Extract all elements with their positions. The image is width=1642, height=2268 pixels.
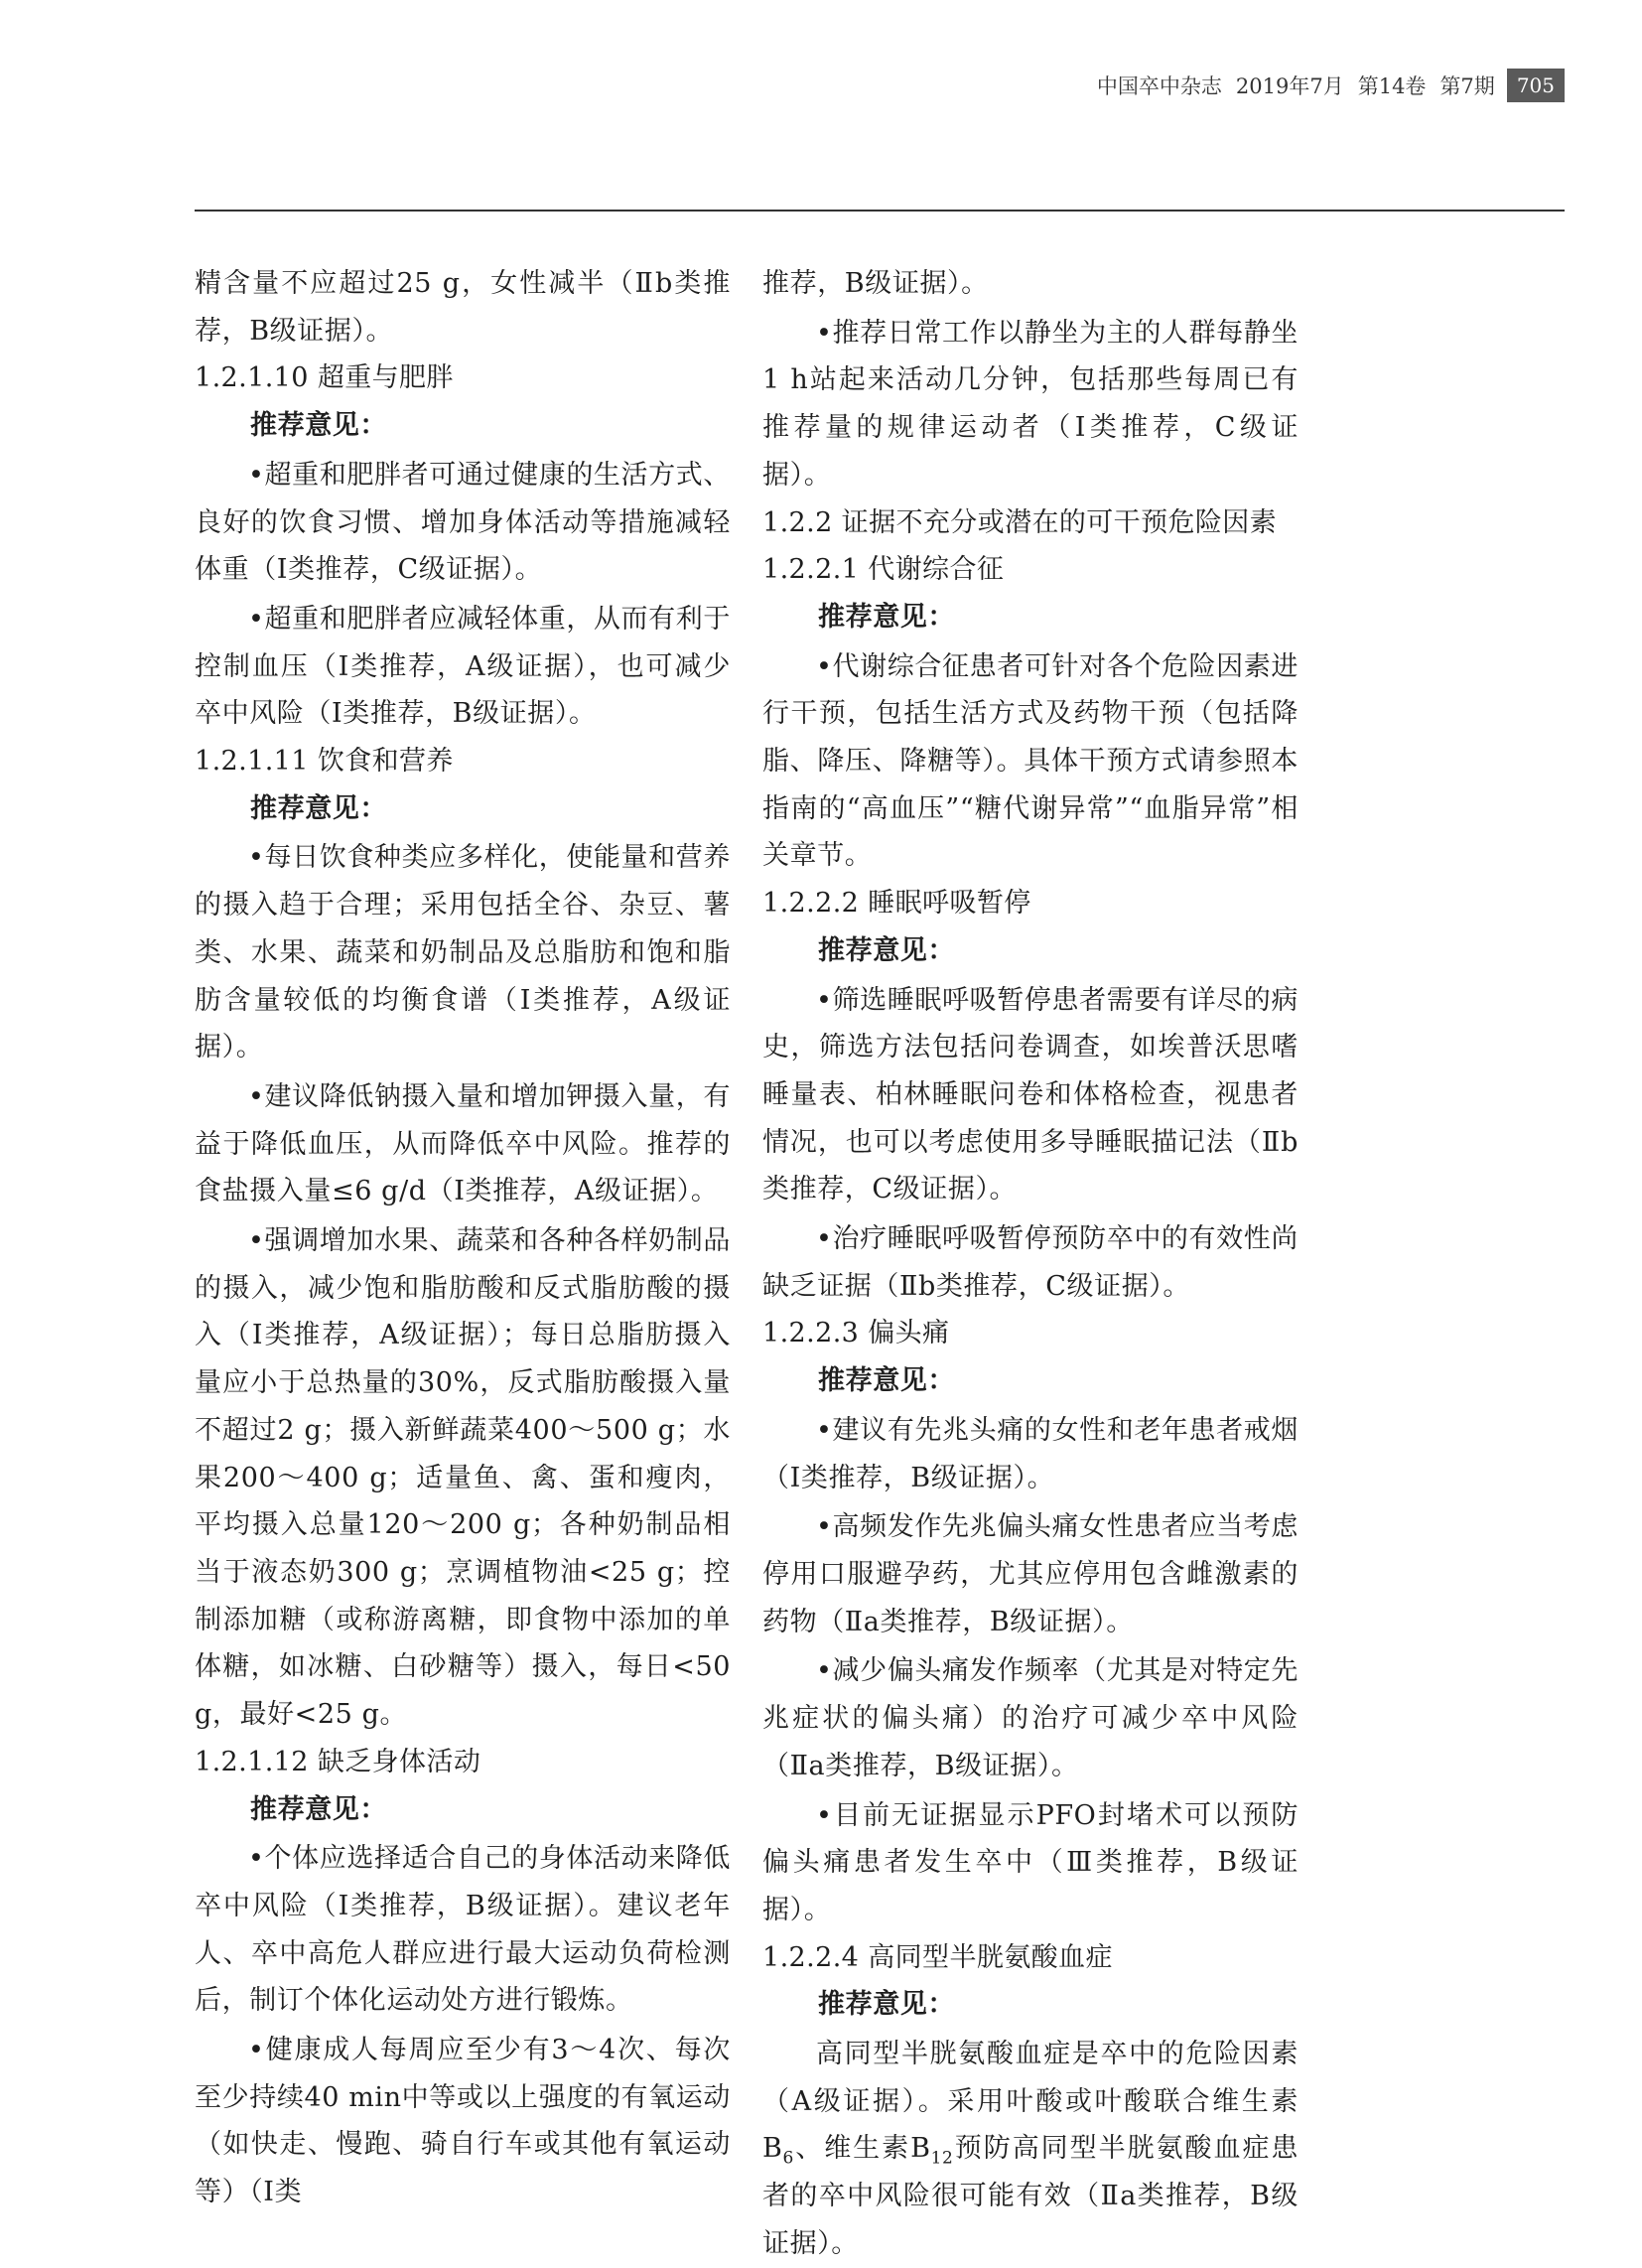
section-heading: 1.2.2.1 代谢综合征 (762, 554, 1005, 586)
issue-number: 第7期 (1439, 74, 1495, 98)
continued-text: 推荐，B级证据）。 (762, 268, 989, 299)
paragraph: •健康成人每周应至少有3～4次、每次至少持续40 min中等或以上强度的有氧运动（如快走、慢跑、骑自行车或其他有氧运动等）（Ⅰ类 (195, 2035, 731, 2208)
page-number: 705 (1507, 69, 1565, 102)
paragraph: •强调增加水果、蔬菜和各种各样奶制品的摄入，减少饱和脂肪酸和反式脂肪酸的摄入（Ⅰ类推荐，A级证据）；每日总脂肪摄入量应小于总热量的30%，反式脂肪酸摄入量不超过2 g；摄入新鲜蔬菜400～500 g；水果200～400 g；适量鱼、禽、蛋和瘦肉，平均摄入总量120～200 g；各种奶制品相当于液态奶300 g；烹调植物油<25 g；控制添加糖（或称游离糖，即食物中添加的单体糖，如冰糖、白砂糖等）摄入，每日<50 g，最好<25 g。 (195, 1225, 731, 1731)
section-heading: 1.2.1.11 饮食和营养 (195, 746, 454, 778)
running-header (1083, 68, 1565, 103)
section-heading: 1.2.2.3 偏头痛 (762, 1318, 950, 1349)
subscript: 12 (930, 2148, 954, 2169)
paragraph: •减少偏头痛发作频率（尤其是对特定先兆症状的偏头痛）的治疗可减少卒中风险（Ⅱa类推荐，B级证据）。 (762, 1655, 1299, 1781)
right-column (762, 260, 1299, 2268)
section-heading: 1.2.2 证据不充分或潜在的可干预危险因素 (762, 506, 1278, 538)
continued-text: 精含量不应超过25 g，女性减半（Ⅱb类推荐，B级证据）。 (195, 268, 731, 347)
left-column (195, 260, 731, 2216)
subscript: 6 (782, 2148, 794, 2169)
issue-date: 2019年7月 (1235, 74, 1344, 98)
text-run: 预防高同型半胱氨酸血症患者的卒中风险很可能有效（Ⅱa类推荐，B级证据）。 (762, 2133, 1300, 2259)
recommendation-label: 推荐意见： (250, 410, 387, 442)
paragraph: •超重和肥胖者可通过健康的生活方式、良好的饮食习惯、增加身体活动等措施减轻体重（Ⅰ类推荐，C级证据）。 (195, 459, 731, 586)
paragraph: •筛选睡眠呼吸暂停患者需要有详尽的病史，筛选方法包括问卷调查，如埃普沃思嗜睡量表、柏林睡眠问卷和体格检查，视患者情况，也可以考虑使用多导睡眠描记法（Ⅱb类推荐，C级证据）。 (762, 984, 1299, 1205)
recommendation-label: 推荐意见： (818, 601, 955, 633)
section-heading: 1.2.1.12 缺乏身体活动 (195, 1746, 481, 1777)
paragraph (762, 2031, 1299, 2268)
recommendation-label: 推荐意见： (818, 934, 955, 966)
recommendation-label: 推荐意见： (818, 1365, 955, 1397)
journal-name: 中国卒中杂志 (1096, 74, 1222, 98)
recommendation-label: 推荐意见： (250, 1793, 387, 1825)
paragraph: •每日饮食种类应多样化，使能量和营养的摄入趋于合理；采用包括全谷、杂豆、薯类、水果、蔬菜和奶制品及总脂肪和饱和脂肪含量较低的均衡食谱（Ⅰ类推荐，A级证据）。 (195, 842, 731, 1063)
volume-number: 第14卷 (1357, 74, 1427, 98)
text-run: 高同型半胱氨酸血症是卒中的危险因素（A级证据）。采用叶酸或叶酸联合维生素B (762, 2039, 1299, 2165)
recommendation-label: 推荐意见： (818, 1989, 955, 2021)
text-run: 、维生素B (793, 2133, 931, 2165)
recommendation-label: 推荐意见： (250, 792, 387, 824)
paragraph: •高频发作先兆偏头痛女性患者应当考虑停用口服避孕药，尤其应停用包含雌激素的药物（Ⅱa类推荐，B级证据）。 (762, 1511, 1299, 1637)
paragraph: •推荐日常工作以静坐为主的人群每静坐1 h站起来活动几分钟，包括那些每周已有推荐量的规律运动者（Ⅰ类推荐，C级证据）。 (762, 317, 1299, 491)
section-heading: 1.2.2.2 睡眠呼吸暂停 (762, 888, 1031, 920)
paragraph: •超重和肥胖者应减轻体重，从而有利于控制血压（Ⅰ类推荐，A级证据），也可减少卒中风险（Ⅰ类推荐，B级证据）。 (195, 603, 731, 730)
paragraph: •个体应选择适合自己的身体活动来降低卒中风险（Ⅰ类推荐，B级证据）。建议老年人、卒中高危人群应进行最大运动负荷检测后，制订个体化运动处方进行锻炼。 (195, 1843, 731, 2017)
section-heading: 1.2.1.10 超重与肥胖 (195, 362, 454, 394)
paragraph: •治疗睡眠呼吸暂停预防卒中的有效性尚缺乏证据（Ⅱb类推荐，C级证据）。 (762, 1223, 1299, 1302)
paragraph: •目前无证据显示PFO封堵术可以预防偏头痛患者发生卒中（Ⅲ类推荐，B级证据）。 (762, 1799, 1299, 1925)
paragraph: •代谢综合征患者可针对各个危险因素进行干预，包括生活方式及药物干预（包括降脂、降压、降糖等）。具体干预方式请参照本指南的“高血压”“糖代谢异常”“血脂异常”相关章节。 (762, 650, 1299, 872)
header-rule (195, 210, 1565, 212)
section-heading: 1.2.2.4 高同型半胱氨酸血症 (762, 1941, 1113, 1973)
paragraph: •建议降低钠摄入量和增加钾摄入量，有益于降低血压，从而降低卒中风险。推荐的食盐摄入量≤6 g/d（Ⅰ类推荐，A级证据）。 (195, 1080, 731, 1207)
paragraph: •建议有先兆头痛的女性和老年患者戒烟（Ⅰ类推荐，B级证据）。 (762, 1414, 1299, 1493)
